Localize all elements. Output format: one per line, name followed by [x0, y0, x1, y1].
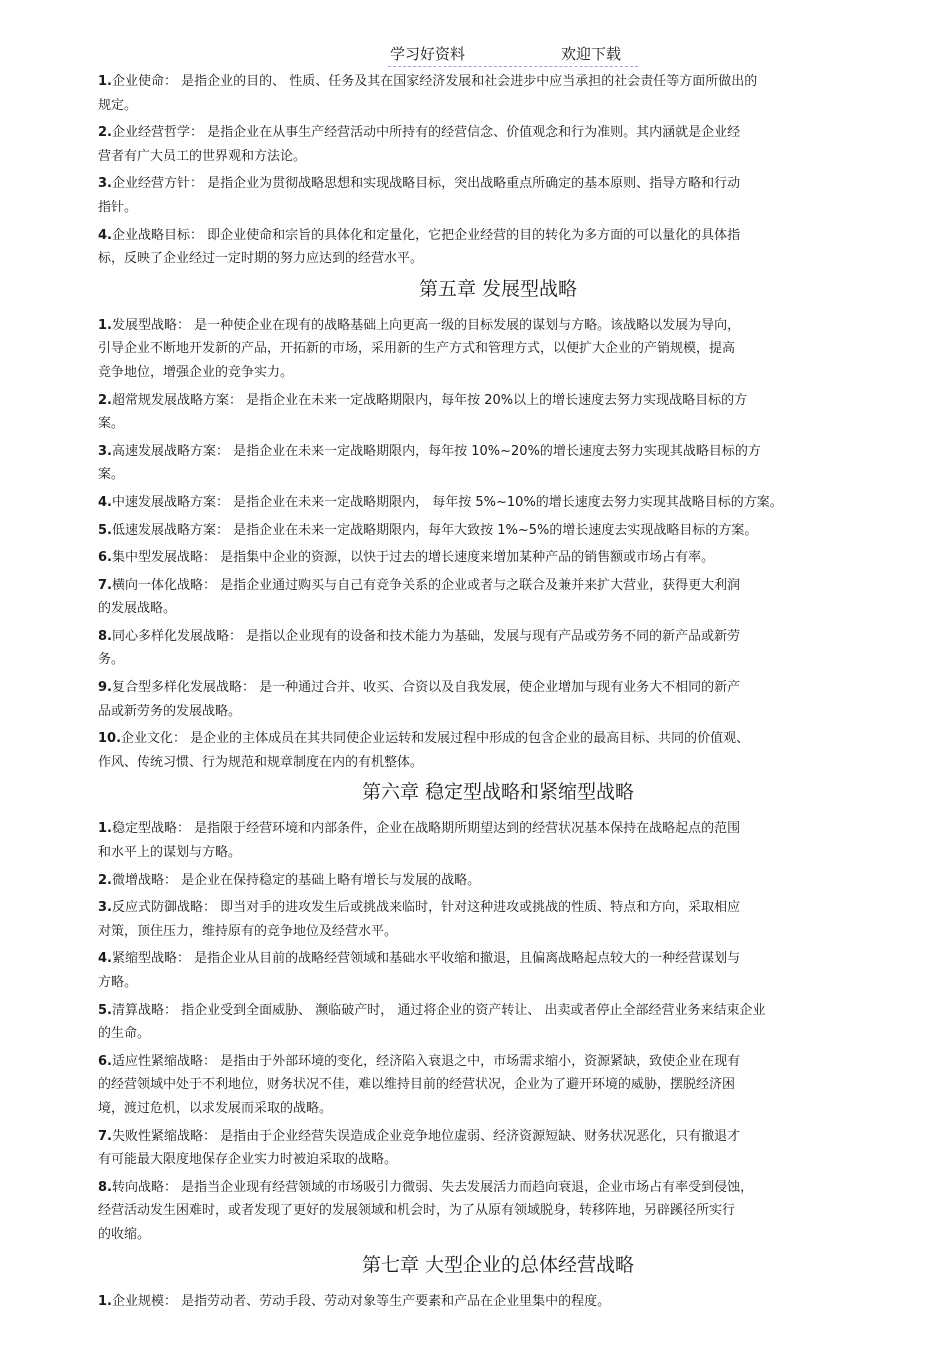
term-text: 复合型多样化发展战略： 是一种通过合并、收买、合资以及自我发展，使企业增加与现有业务大不相同的新产 品或新劳务的发展战略。 — [98, 680, 741, 719]
term-definition — [98, 491, 898, 515]
term-number: 6. — [98, 550, 112, 566]
term-text: 发展型战略： 是一种使企业在现有的战略基础上向更高一级的目标发展的谋划与方略。该战略以发展为导向， 引导企业不断地开发新的产品，开拓新的市场，采用新的生产方式和管理方式，以便扩大企业的产销规模，提高 竞争地位，增强企业的竞争实力。 — [98, 317, 741, 380]
term-definition — [98, 625, 898, 672]
term-definition — [98, 817, 898, 864]
term-number: 1. — [98, 1293, 112, 1309]
term-number: 3. — [98, 176, 112, 192]
term-number: 1. — [98, 821, 112, 837]
term-number: 4. — [98, 494, 112, 510]
term-number: 3. — [98, 900, 112, 916]
term-text: 微增战略： 是企业在保持稳定的基础上略有增长与发展的战略。 — [111, 872, 481, 888]
page-header — [388, 42, 638, 67]
term-number: 1. — [98, 74, 112, 89]
term-definition — [98, 70, 898, 117]
term-text: 集中型发展战略： 是指集中企业的资源，以快于过去的增长速度来增加某种产品的销售额或市场占有率。 — [111, 550, 715, 566]
term-text: 超常规发展战略方案： 是指企业在未来一定战略期限内，每年按 20%以上的增长速度去努力实现战略目标的方 案。 — [98, 392, 748, 432]
term-definition — [98, 389, 898, 436]
term-text: 企业经营哲学： 是指企业在从事生产经营活动中所持有的经营信念、价值观念和行为准则。其内涵就是企业经 营者有广大员工的世界观和方法论。 — [98, 125, 741, 164]
term-definition — [98, 121, 898, 168]
term-number: 7. — [98, 577, 112, 593]
term-number: 1. — [98, 317, 112, 333]
term-definition — [98, 224, 898, 271]
term-definition — [98, 869, 898, 893]
header-left-text: 学习好资料 — [390, 45, 466, 63]
term-definition — [98, 896, 898, 943]
term-text: 低速发展战略方案： 是指企业在未来一定战略期限内，每年大致按 1%~5%的增长速度去实现战略目标的方案。 — [111, 522, 758, 538]
term-number: 2. — [98, 125, 112, 141]
term-number: 5. — [98, 1002, 112, 1018]
term-definition — [98, 676, 898, 723]
term-text: 反应式防御战略： 即当对手的进攻发生后或挑战来临时，针对这种进攻或挑战的性质、特点和方向，采取相应 对策，顶住压力，维持原有的竞争地位及经营水平。 — [98, 900, 741, 939]
term-text: 高速发展战略方案： 是指企业在未来一定战略期限内，每年按 10%~20%的增长速度去努力实现其战略目标的方 案。 — [98, 443, 761, 483]
term-definition — [98, 727, 898, 774]
term-text: 企业战略目标： 即企业使命和宗旨的具体化和定量化，它把企业经营的目的转化为多方面的可以量化的具体指 标，反映了企业经过一定时期的努力应达到的经营水平。 — [98, 227, 741, 267]
term-number: 7. — [98, 1128, 112, 1144]
term-number: 10. — [98, 731, 122, 747]
term-text: 横向一体化战略： 是指企业通过购买与自己有竞争关系的企业或者与之联合及兼并来扩大营业，获得更大利润 的发展战略。 — [98, 577, 741, 617]
term-text: 企业文化： 是企业的主体成员在其共同使企业运转和发展过程中形成的包含企业的最高目标、共同的价值观、 作风、传统习惯、行为规范和规章制度在内的有机整体。 — [98, 731, 750, 770]
term-definition — [98, 1290, 898, 1314]
header-right-text: 欢迎下载 — [561, 45, 622, 63]
document-body — [98, 70, 898, 1317]
term-definition — [98, 947, 898, 994]
term-definition — [98, 999, 898, 1046]
term-number: 4. — [98, 951, 112, 967]
term-definition — [98, 546, 898, 570]
term-number: 4. — [98, 227, 112, 243]
chapter-title: 第六章 稳定型战略和紧缩型战略 — [361, 781, 635, 804]
term-text: 转向战略： 是指当企业现有经营领域的市场吸引力微弱、失去发展活力而趋向衰退，企业市场占有率受到侵蚀， 经营活动发生困难时，或者发现了更好的发展领域和机会时，为了从原有领域脱身，转移阵地，另辟蹊径所实行 的收缩。 — [98, 1179, 754, 1242]
term-text: 稳定型战略： 是指限于经营环境和内部条件，企业在战略期所期望达到的经营状况基本保持在战略起点的范围 和水平上的谋划与方略。 — [98, 821, 741, 861]
term-definition — [98, 1125, 898, 1172]
term-text: 同心多样化发展战略： 是指以企业现有的设备和技术能力为基础，发展与现有产品或劳务不同的新产品或新劳 务。 — [98, 628, 741, 668]
term-definition — [98, 519, 898, 543]
term-definition — [98, 172, 898, 219]
term-text: 失败性紧缩战略： 是指由于企业经营失误造成企业竞争地位虚弱、经济资源短缺、财务状况恶化，只有撤退才 有可能最大限度地保存企业实力时被迫采取的战略。 — [98, 1128, 741, 1168]
term-text: 紧缩型战略： 是指企业从目前的战略经营领域和基础水平收缩和撤退，且偏离战略起点较大的一种经营谋划与 方略。 — [98, 951, 741, 990]
term-number: 2. — [98, 872, 112, 888]
term-text: 企业规模： 是指劳动者、劳动手段、劳动对象等生产要素和产品在企业里集中的程度。 — [111, 1293, 611, 1309]
term-number: 5. — [98, 522, 112, 538]
term-number: 8. — [98, 1179, 112, 1195]
term-text: 企业经营方针： 是指企业为贯彻战略思想和实现战略目标，突出战略重点所确定的基本原则、指导方略和行动 指针。 — [98, 176, 741, 215]
term-definition — [98, 314, 898, 385]
term-text: 适应性紧缩战略： 是指由于外部环境的变化，经济陷入衰退之中，市场需求缩小，资源紧缺，致使企业在现有 的经营领域中处于不利地位，财务状况不佳，难以维持目前的经营状况，企业为了避开环境的威胁，摆脱经济困 境，渡过危机，以求发展而采取的战略。 — [98, 1053, 741, 1116]
term-definition — [98, 1176, 898, 1247]
term-number: 6. — [98, 1053, 112, 1069]
term-number: 3. — [98, 443, 112, 459]
term-definition — [98, 574, 898, 621]
term-number: 9. — [98, 680, 112, 696]
term-text: 清算战略： 指企业受到全面威胁、 濒临破产时， 通过将企业的资产转让、 出卖或者停止全部经营业务来结束企业 的生命。 — [98, 1002, 766, 1042]
term-number: 8. — [98, 628, 112, 644]
chapter-title: 第七章 大型企业的总体经营战略 — [361, 1253, 635, 1276]
chapter-title: 第五章 发展型战略 — [418, 277, 578, 300]
term-definition — [98, 1050, 898, 1121]
term-text: 企业使命： 是指企业的目的、 性质、任务及其在国家经济发展和社会进步中应当承担的社会责任等方面所做出的 规定。 — [98, 74, 758, 113]
term-text: 中速发展战略方案： 是指企业在未来一定战略期限内， 每年按 5%~10%的增长速度去努力实现其战略目标的方案。 — [111, 494, 783, 510]
term-definition — [98, 440, 898, 487]
term-number: 2. — [98, 392, 112, 408]
